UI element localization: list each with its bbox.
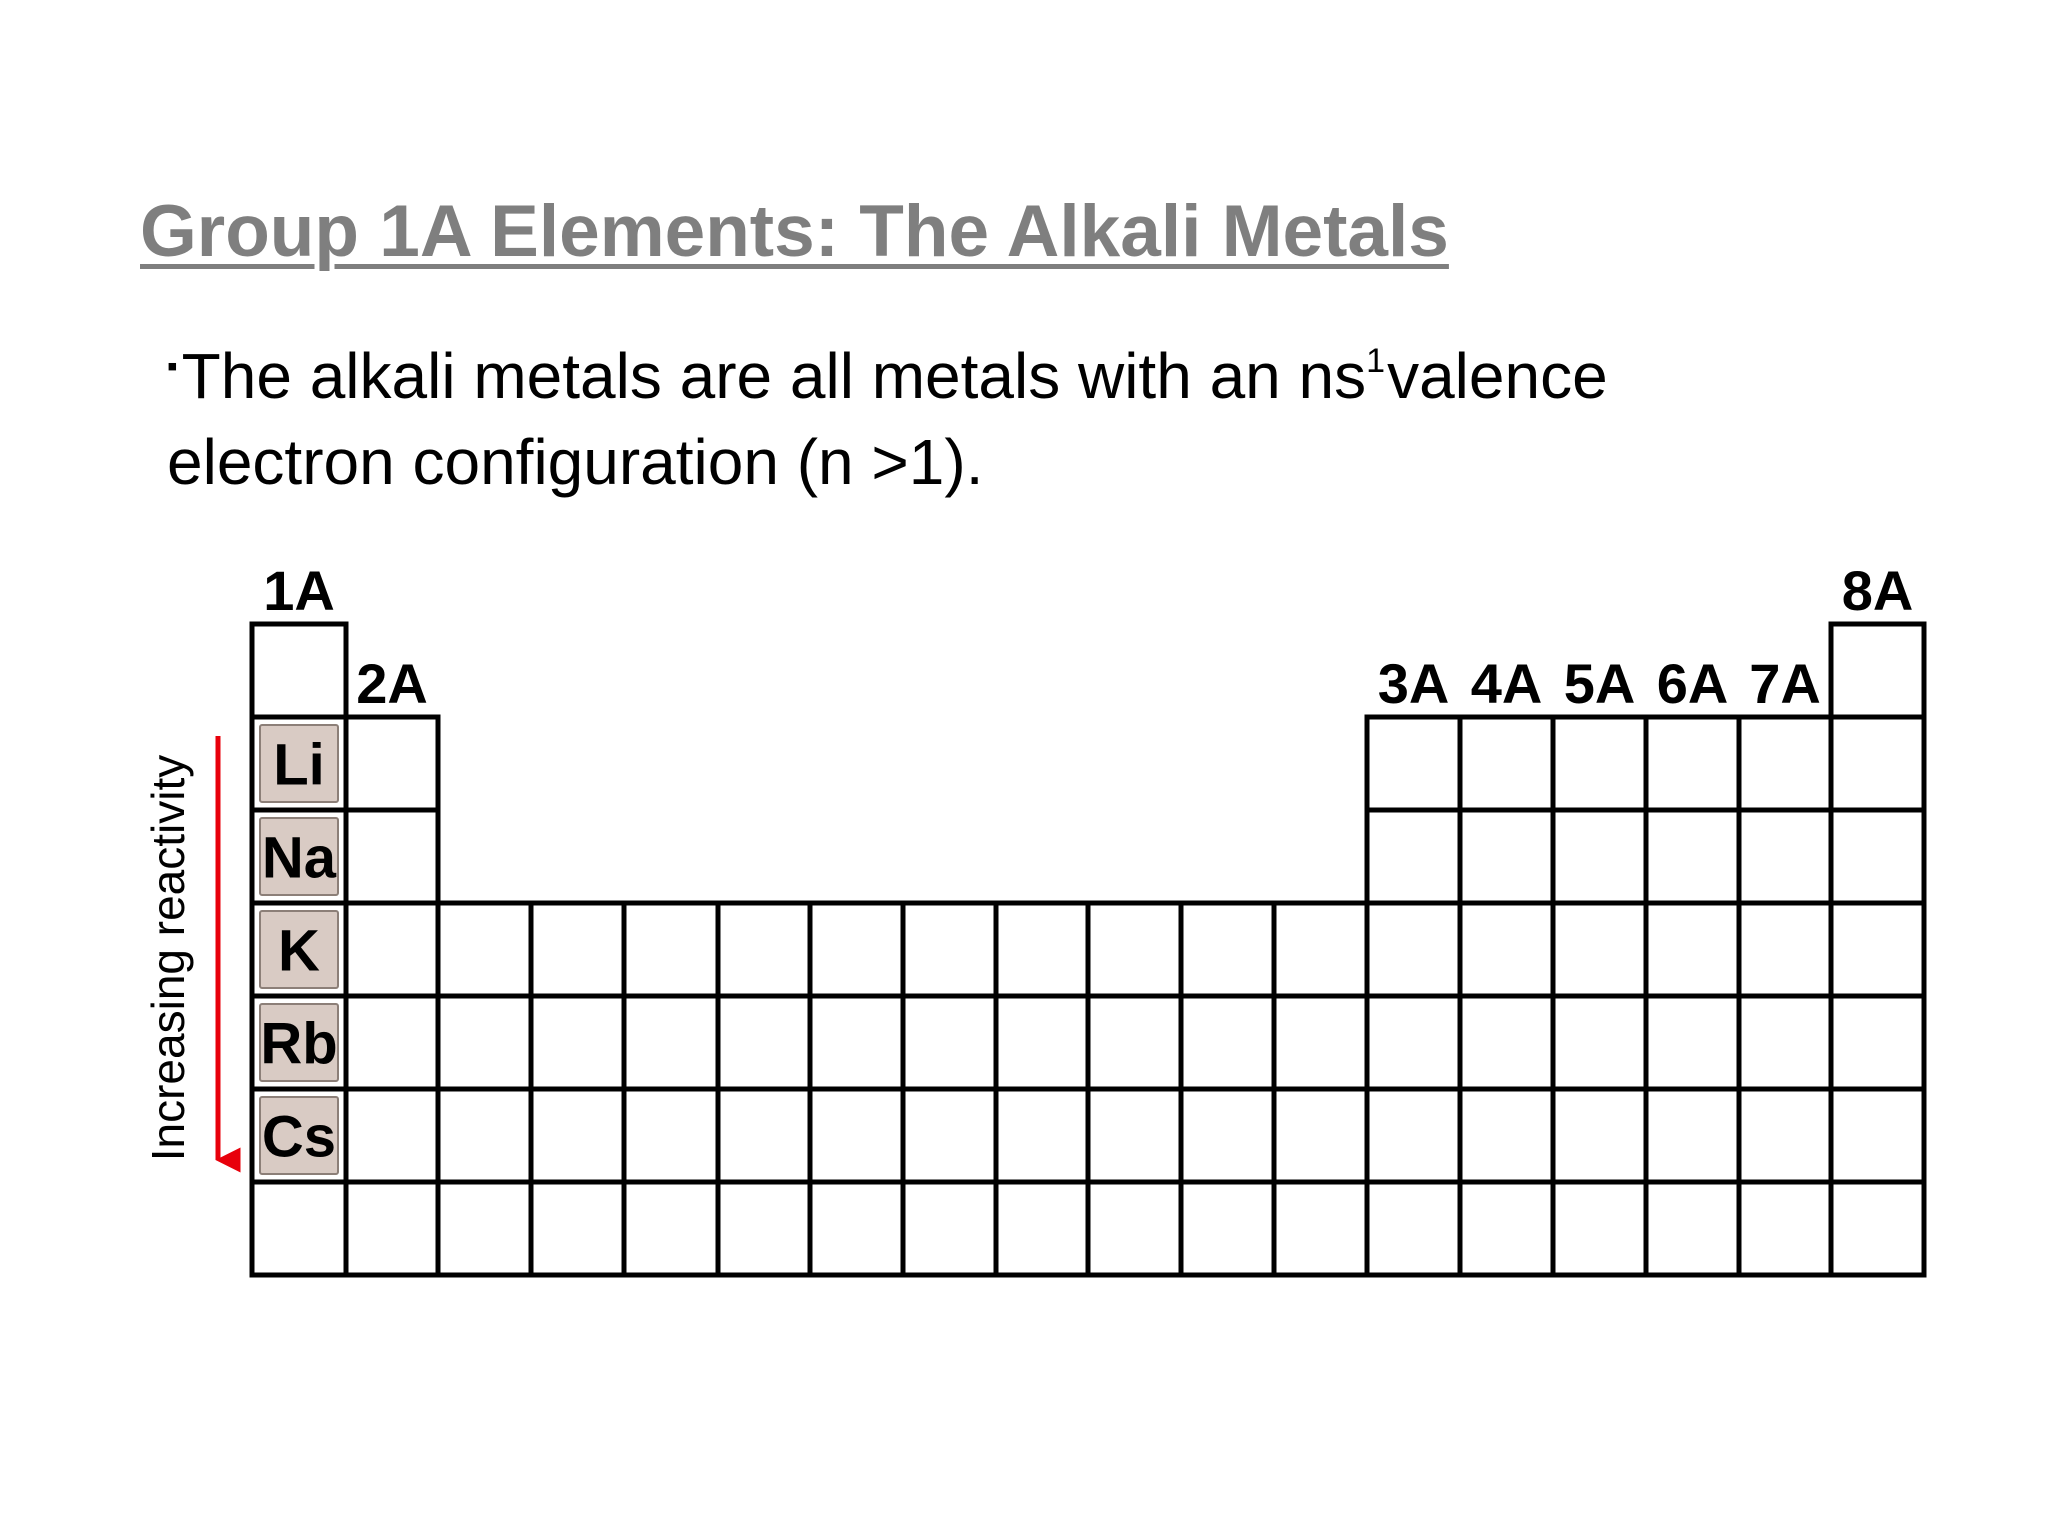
element-tile-li: [260, 725, 338, 802]
table-cell: [1831, 996, 1924, 1089]
element-symbol: Rb: [260, 1011, 338, 1077]
table-cell: [810, 903, 903, 996]
table-cell: [1646, 996, 1739, 1089]
table-cell: [1831, 624, 1924, 717]
group-label-6a: 6A: [1656, 652, 1729, 715]
table-cell: [1831, 810, 1924, 903]
table-cell: [1460, 810, 1553, 903]
table-cell: [438, 1182, 531, 1275]
table-cell: [1739, 903, 1831, 996]
bullet-text-end: valence: [1387, 340, 1608, 412]
table-cell: [1181, 1089, 1274, 1182]
table-cell: [903, 903, 996, 996]
table-cell: [1553, 717, 1646, 810]
table-cell: [1367, 996, 1460, 1089]
table-cell: [996, 903, 1088, 996]
table-cell: [1367, 1089, 1460, 1182]
table-cell: [1739, 996, 1831, 1089]
reactivity-indicator: [142, 736, 218, 1161]
table-cell: [624, 996, 718, 1089]
periodic-table-cells: [252, 624, 1924, 1275]
element-tile-rb: [260, 1004, 338, 1081]
table-cell: [346, 996, 438, 1089]
table-cell: [1460, 1182, 1553, 1275]
table-cell: [1181, 1182, 1274, 1275]
table-cell: [1553, 1089, 1646, 1182]
table-cell: [1831, 1182, 1924, 1275]
table-cell: [624, 1089, 718, 1182]
table-cell: [1646, 1182, 1739, 1275]
table-cell: [1831, 903, 1924, 996]
table-cell: [810, 1182, 903, 1275]
table-cell: [903, 996, 996, 1089]
table-cell: [624, 903, 718, 996]
table-cell: [1367, 810, 1460, 903]
element-tile-k: [260, 911, 338, 988]
table-cell: [531, 996, 624, 1089]
table-cell: [1646, 717, 1739, 810]
table-cell: [346, 1182, 438, 1275]
table-cell: [346, 810, 438, 903]
table-cell: [1553, 996, 1646, 1089]
table-cell: [531, 1089, 624, 1182]
table-cell: [1088, 903, 1181, 996]
table-cell: [1274, 996, 1367, 1089]
table-cell: [1553, 810, 1646, 903]
table-cell: [810, 996, 903, 1089]
table-cell: [1553, 903, 1646, 996]
element-symbol: Li: [273, 732, 325, 798]
group-label-8a: 8A: [1841, 559, 1914, 622]
table-cell: [531, 1182, 624, 1275]
table-cell: [1831, 1089, 1924, 1182]
table-cell: [1367, 717, 1460, 810]
table-cell: [1367, 1182, 1460, 1275]
table-cell: [903, 1182, 996, 1275]
table-cell: [531, 903, 624, 996]
slide-title: Group 1A Elements: The Alkali Metals: [140, 191, 1449, 272]
table-cell: [1739, 1089, 1831, 1182]
table-cell: [252, 624, 346, 717]
table-cell: [438, 903, 531, 996]
table-cell: [903, 1089, 996, 1182]
table-cell: [1088, 996, 1181, 1089]
table-cell: [1181, 903, 1274, 996]
group-label-1a: 1A: [263, 559, 335, 622]
table-cell: [718, 1089, 810, 1182]
element-tile-cs: [260, 1097, 338, 1174]
superscript-one: 1: [1366, 342, 1386, 380]
table-cell: [1646, 1089, 1739, 1182]
table-cell: [1367, 903, 1460, 996]
table-cell: [1460, 996, 1553, 1089]
table-cell: [346, 903, 438, 996]
group-label-7a: 7A: [1749, 652, 1821, 715]
group-label-3a: 3A: [1377, 652, 1450, 715]
element-symbol: K: [278, 918, 320, 984]
table-cell: [438, 1089, 531, 1182]
table-cell: [718, 996, 810, 1089]
table-cell: [1739, 810, 1831, 903]
table-cell: [346, 1089, 438, 1182]
table-cell: [1739, 1182, 1831, 1275]
table-cell: [1646, 903, 1739, 996]
table-cell: [996, 1089, 1088, 1182]
table-cell: [1646, 810, 1739, 903]
table-cell: [718, 903, 810, 996]
bullet-text-line2: electron configuration (n >1).: [167, 426, 984, 498]
element-tile-na: [260, 818, 338, 895]
table-cell: [1831, 717, 1924, 810]
group-labels: [263, 559, 1913, 715]
table-cell: [1274, 903, 1367, 996]
table-cell: [1739, 717, 1831, 810]
table-cell: [996, 996, 1088, 1089]
table-cell: [438, 996, 531, 1089]
table-cell: [1181, 996, 1274, 1089]
bullet-marker-icon: ▪: [167, 350, 178, 383]
table-cell: [1460, 903, 1553, 996]
group-label-2a: 2A: [356, 652, 428, 715]
element-symbol: Na: [261, 825, 337, 891]
table-cell: [996, 1182, 1088, 1275]
table-cell: [718, 1182, 810, 1275]
table-cell: [252, 1182, 346, 1275]
bullet-text-start: The alkali metals are all metals with an ns: [181, 340, 1367, 412]
table-cell: [624, 1182, 718, 1275]
table-cell: [1088, 1182, 1181, 1275]
element-symbol: Cs: [261, 1104, 337, 1170]
group-label-4a: 4A: [1470, 652, 1543, 715]
table-cell: [810, 1089, 903, 1182]
table-cell: [1553, 1182, 1646, 1275]
table-cell: [1460, 1089, 1553, 1182]
table-cell: [1088, 1089, 1181, 1182]
group-label-5a: 5A: [1563, 652, 1636, 715]
table-cell: [346, 717, 438, 810]
table-cell: [1460, 717, 1553, 810]
table-cell: [1274, 1089, 1367, 1182]
reactivity-label: Increasing reactivity: [142, 754, 194, 1162]
table-cell: [1274, 1182, 1367, 1275]
